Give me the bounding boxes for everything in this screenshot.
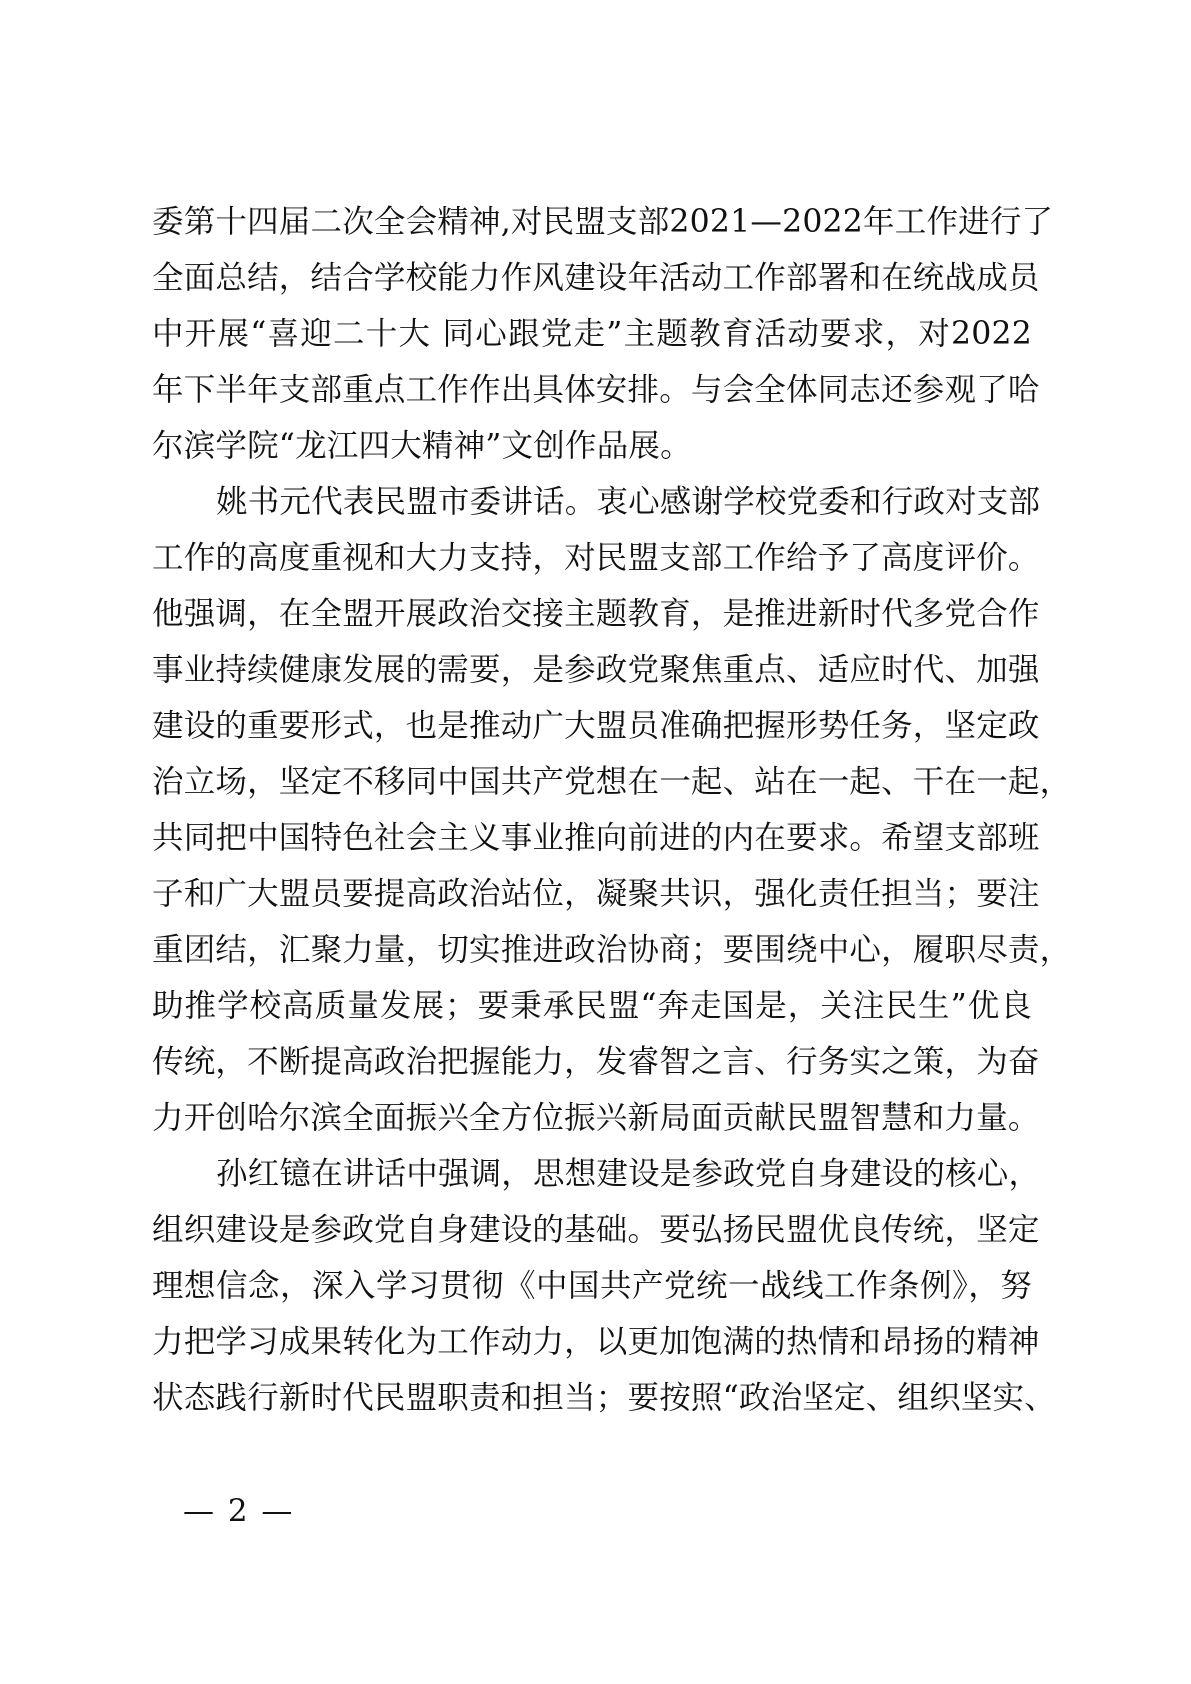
text-line: 事业持续健康发展的需要，是参政党聚焦重点、适应时代、加强 <box>152 652 1040 688</box>
text-line: 共同把中国特色社会主义事业推向前进的内在要求。希望支部班 <box>152 820 1040 856</box>
paragraph-first-line: 姚书元代表民盟市委讲话。衷心感谢学校党委和行政对支部 <box>216 484 1041 520</box>
text-line: 子和广大盟员要提高政治站位，凝聚共识，强化责任担当；要注 <box>152 876 1040 912</box>
text-line: 他强调，在全盟开展政治交接主题教育，是推进新时代多党合作 <box>152 596 1040 632</box>
text-line: 尔滨学院“龙江四大精神”文创作品展。 <box>152 428 692 464</box>
text-line: 中开展“喜迎二十大 同心跟党走”主题教育活动要求，对2022 <box>152 316 1032 352</box>
paragraph-first-line: 孙红镱在讲话中强调，思想建设是参政党自身建设的核心， <box>216 1156 1041 1192</box>
text-line: 治立场，坚定不移同中国共产党想在一起、站在一起、干在一起， <box>152 764 1072 800</box>
text-line: 力开创哈尔滨全面振兴全方位振兴新局面贡献民盟智慧和力量。 <box>152 1100 1040 1136</box>
text-line: 年下半年支部重点工作作出具体安排。与会全体同志还参观了哈 <box>152 372 1040 408</box>
page-number: — 2 — <box>183 1493 295 1529</box>
text-line: 状态践行新时代民盟职责和担当；要按照“政治坚定、组织坚实、 <box>152 1380 1056 1416</box>
text-line: 委第十四届二次全会精神,对民盟支部2021—2022年工作进行了 <box>152 204 1054 240</box>
text-line: 工作的高度重视和大力支持，对民盟支部工作给予了高度评价。 <box>152 540 1040 576</box>
text-line: 力把学习成果转化为工作动力，以更加饱满的热情和昂扬的精神 <box>152 1324 1040 1360</box>
text-line: 理想信念，深入学习贯彻《中国共产党统一战线工作条例》，努 <box>152 1268 1032 1304</box>
text-line: 建设的重要形式，也是推动广大盟员准确把握形势任务，坚定政 <box>152 708 1040 744</box>
text-line: 助推学校高质量发展；要秉承民盟“奔走国是，关注民生”优良 <box>152 988 1032 1024</box>
text-line: 组织建设是参政党自身建设的基础。要弘扬民盟优良传统，坚定 <box>152 1212 1040 1248</box>
text-line: 传统，不断提高政治把握能力，发睿智之言、行务实之策，为奋 <box>152 1044 1040 1080</box>
text-line: 重团结，汇聚力量，切实推进政治协商；要围绕中心，履职尽责， <box>152 932 1072 968</box>
text-line: 全面总结，结合学校能力作风建设年活动工作部署和在统战成员 <box>152 260 1040 296</box>
